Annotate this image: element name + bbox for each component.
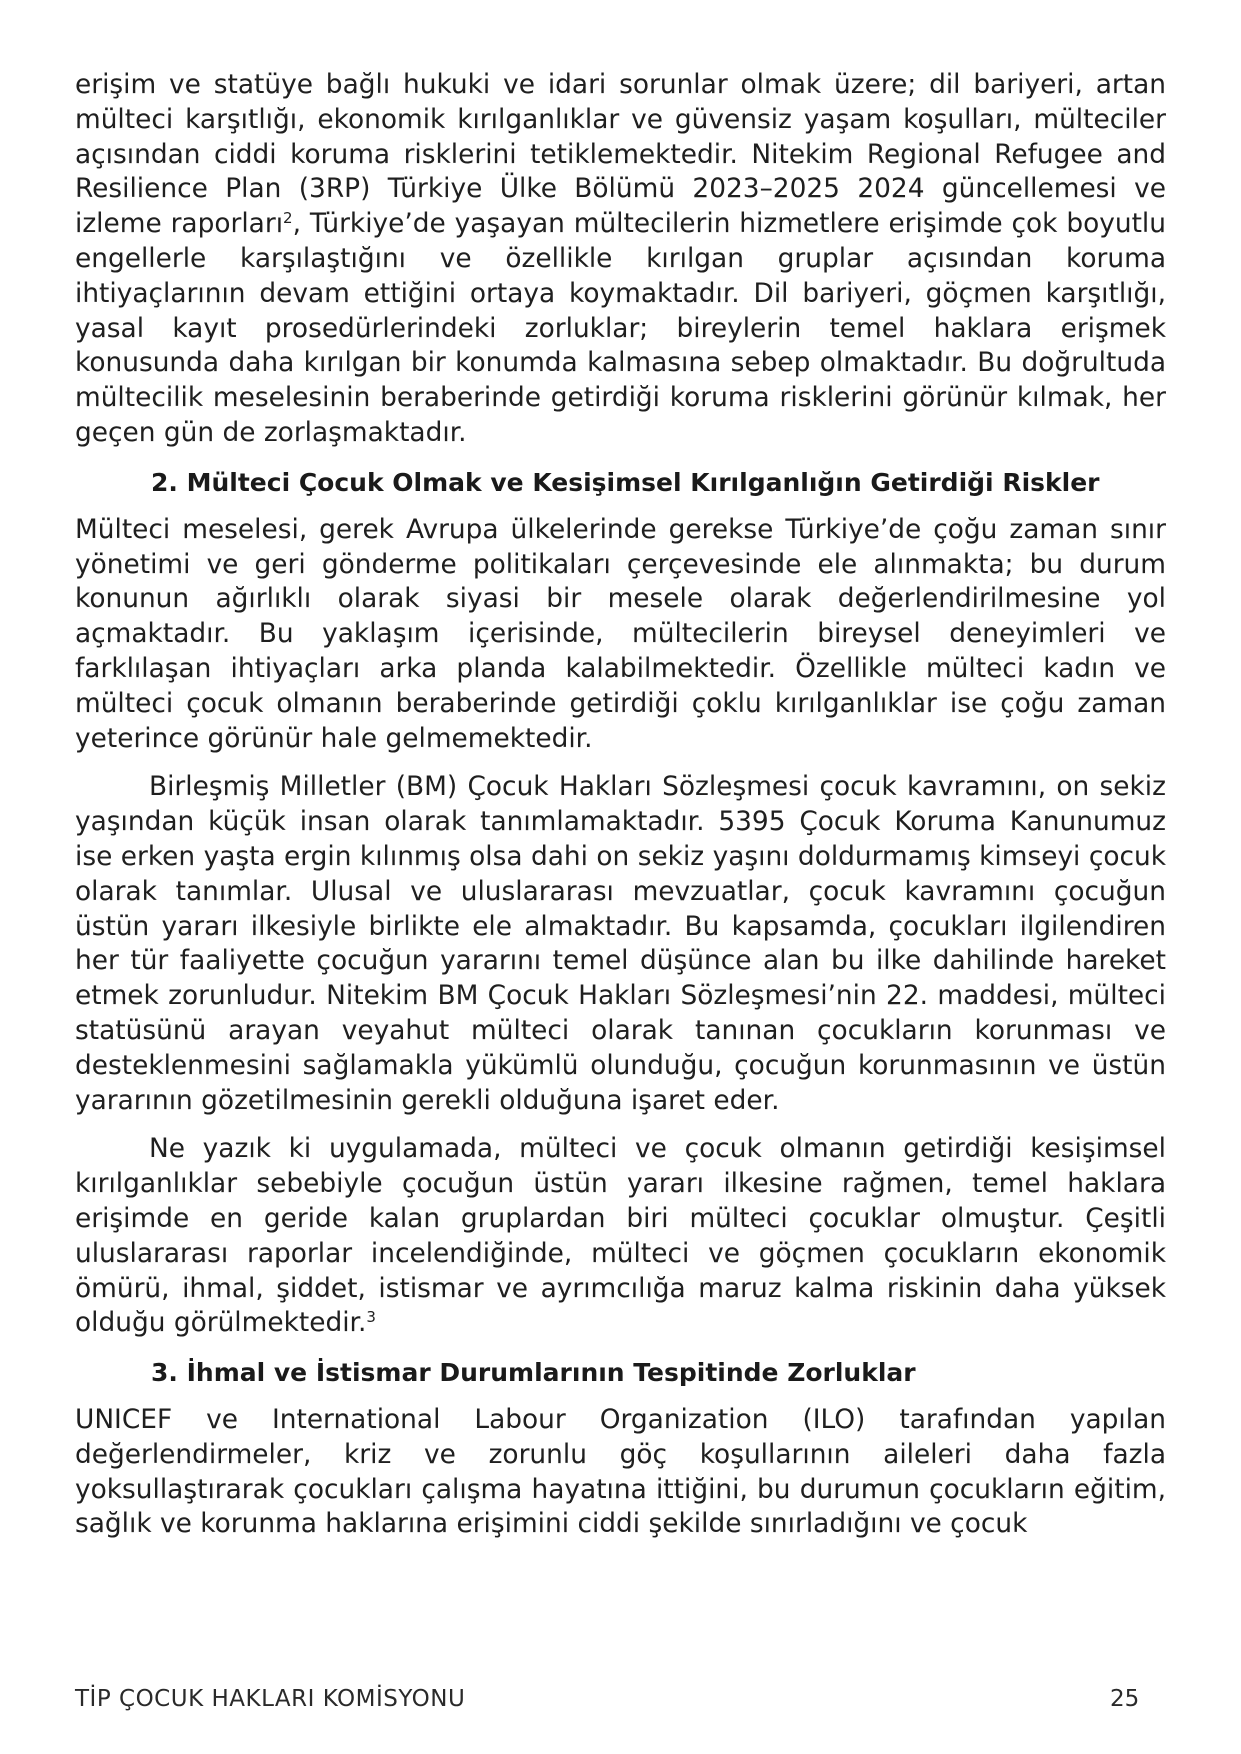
paragraph-5: UNICEF ve International Labour Organization (ILO) tarafından yapılan değerlendirmeler, kriz ve zorunlu göç koşullarının aileleri daha fazla yoksullaştırarak çocukları çalışma hayatına ittiğini, bu durumun çocukların eğitim, sağlık ve korunma haklarına erişimini ciddi şekilde sınırladığını ve çocuk — [75, 1404, 1166, 1540]
paragraph-1 — [75, 68, 1166, 451]
section-heading-2: 2. Mülteci Çocuk Olmak ve Kesişimsel Kırılganlığın Getirdiği Riskler — [151, 467, 1100, 497]
section-heading-3: 3. İhmal ve İstismar Durumlarının Tespitinde Zorluklar — [151, 1358, 916, 1388]
page-number: 25 — [1110, 1686, 1140, 1712]
paragraph-1-text: erişim ve statüye bağlı hukuki ve idari sorunlar olmak üzere; dil bariyeri, artan mülteci karşıtlığı, ekonomik kırılganlıklar ve güvensiz yaşam koşulları, mülteciler açısından ciddi koruma risklerini tetiklemektedir. Nitekim Regional Refugee and Resilience Plan (3RP) Türkiye Ülke Bölümü 2023–2025 2024 güncellemesi ve izleme raporları — [75, 69, 1166, 240]
paragraph-4-text: Ne yazık ki uygulamada, mülteci ve çocuk olmanın getirdiği kesişimsel kırılganlıklar sebebiyle çocuğun üstün yararı ilkesine rağmen, temel haklara erişimde en geride kalan gruplardan biri mülteci çocuklar olmuştur. Çeşitli uluslararası raporlar incelendiğinde, mülteci ve göçmen çocukların ekonomik ömürü, ihmal, şiddet, istismar ve ayrımcılığa maruz kalma riskinin daha yüksek olduğu görülmektedir. — [75, 1133, 1166, 1339]
paragraph-4 — [75, 1132, 1166, 1341]
footnote-ref-3[interactable]: 3 — [366, 1308, 376, 1327]
paragraph-3: Birleşmiş Milletler (BM) Çocuk Hakları Sözleşmesi çocuk kavramını, on sekiz yaşından küçük insan olarak tanımlamaktadır. 5395 Çocuk Koruma Kanunumuz ise erken yaşta ergin kılınmış olsa dahi on sekiz yaşını doldurmamış kimseyi çocuk olarak tanımlar. Ulusal ve uluslararası mevzuatlar, çocuk kavramını çocuğun üstün yararı ilkesiyle birlikte ele almaktadır. Bu kapsamda, çocukları ilgilendiren her tür faaliyette çocuğun yararını temel düşünce alan bu ilke dahilinde hareket etmek zorunludur. Nitekim BM Çocuk Hakları Sözleşmesi’nin 22. maddesi, mülteci statüsünü arayan veyahut mülteci olarak tanınan çocukların korunması ve desteklenmesini sağlamakla yükümlü olunduğu, çocuğun korunmasının ve üstün yararının gözetilmesinin gerekli olduğuna işaret eder. — [75, 771, 1166, 1116]
paragraph-1-continuation: , Türkiye’de yaşayan mültecilerin hizmetlere erişimde çok boyutlu engellerle karşılaştığını ve özellikle kırılgan gruplar açısından koruma ihtiyaçlarının devam ettiğini ortaya koymaktadır. Dil bariyeri, göçmen karşıtlığı, yasal kayıt prosedürlerindeki zorluklar; bireylerin temel haklara erişmek konusunda daha kırılgan bir konumda kalmasına sebep olmaktadır. Bu doğrultuda mültecilik meselesinin beraberinde getirdiği koruma risklerini görünür kılmak, her geçen gün de zorlaşmaktadır. — [75, 208, 1166, 448]
footnote-ref-2[interactable]: 2 — [283, 209, 293, 228]
footer-title: TİP ÇOCUK HAKLARI KOMİSYONU — [75, 1686, 466, 1712]
page-body — [75, 68, 1166, 1542]
paragraph-2: Mülteci meselesi, gerek Avrupa ülkelerinde gerekse Türkiye’de çoğu zaman sınır yönetimi ve geri gönderme politikaları çerçevesinde ele alınmakta; bu durum konunun ağırlıklı olarak siyasi bir mesele olarak değerlendirilmesine yol açmaktadır. Bu yaklaşım içerisinde, mültecilerin bireysel deneyimleri ve farklılaşan ihtiyaçları arka planda kalabilmektedir. Özellikle mülteci kadın ve mülteci çocuk olmanın beraberinde getirdiği çoklu kırılganlıklar ise çoğu zaman yeterince görünür hale gelmemektedir. — [75, 513, 1166, 754]
